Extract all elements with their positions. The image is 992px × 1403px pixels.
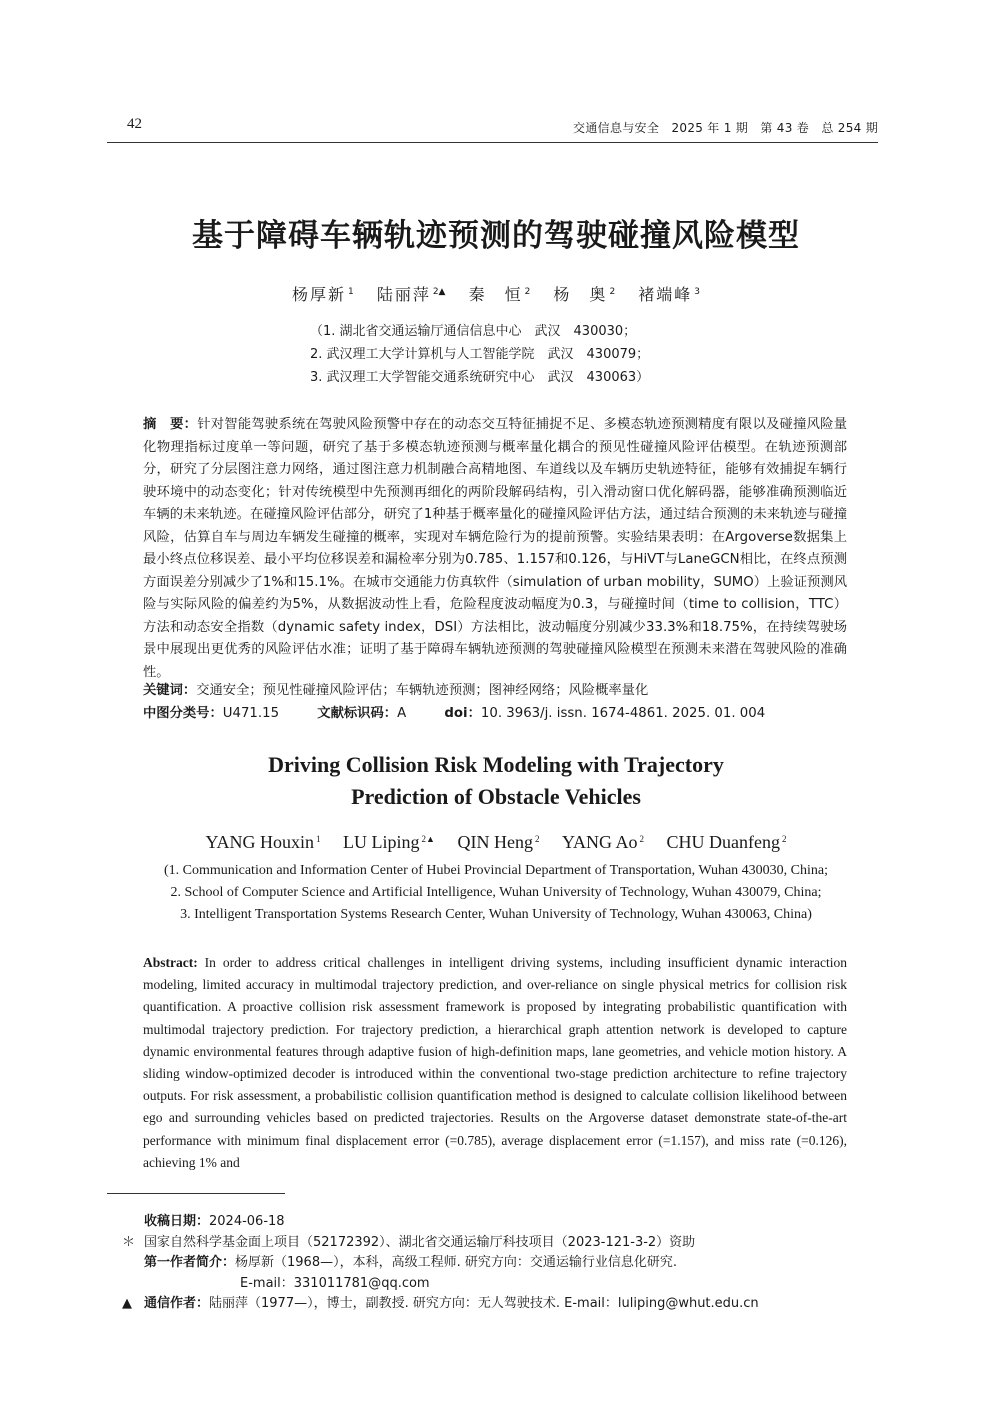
affiliation-cn-3: 3. 武汉理工大学智能交通系统研究中心 武汉 430063）	[310, 370, 650, 385]
author-cn-3: 秦 恒 $^2$	[468, 285, 531, 304]
author-en-4: YANG Ao $^2$	[561, 832, 644, 852]
running-head	[107, 114, 878, 143]
keywords-text: 交通安全；预见性碰撞风险评估；车辆轨迹预测；图神经网络；风险概率量化	[196, 683, 649, 698]
document-code: 文献标识码：A	[317, 706, 407, 721]
author-en-1: YANG Houxin $^1$	[205, 832, 321, 852]
author-en-3: QIN Heng $^2$	[457, 832, 540, 852]
author-en-5: CHU Duanfeng $^2$	[666, 832, 787, 852]
clc-number: 中图分类号：U471.15	[143, 706, 280, 721]
abstract-cn-text: 针对智能驾驶系统在驾驶风险预警中存在的动态交互特征捕捉不足、多模态轨迹预测精度有限以及碰撞风险量化物理指标过度单一等问题，研究了基于多模态轨迹预测与概率量化耦合的预见性碰撞风险评估模型。在轨迹预测部分，研究了分层图注意力网络，通过图注意力机制融合高精地图、车道线以及车辆历史轨迹特征，能够有效捕捉车辆行驶环境中的动态变化；针对传统模型中先预测再细化的两阶段解码结构，引入滑动窗口优化解码器，能够准确预测临近车辆的未来轨迹。在碰撞风险评估部分，研究了1种基于概率量化的碰撞风险评估方法，通过结合预测的未来轨迹与碰撞风险，估算自车与周边车辆发生碰撞的概率，实现对车辆危险行为的提前预警。实验结果表明：在Argoverse数据集上最小终点位移误差、最小平均位移误差和漏检率分别为0.785、1.157和0.126，与HiVT与LaneGCN相比，在终点预测方面误差分别减少了1%和15.1%。在城市交通能力仿真软件（simulation of urban mobility，SUMO）上验证预测风险与实际风险的偏差约为5%，从数据波动性上看，危险程度波动幅度为0.3，与碰撞时间（time to collision，TTC）方法和动态安全指数（dynamic safety index，DSI）方法相比，波动幅度分别减少33.3%和18.75%，在持续驾驶场景中展现出更优秀的风险评估水准；证明了基于障碍车辆轨迹预测的驾驶碰撞风险模型在预测未来潜在驾驶风险的准确性。	[143, 417, 848, 680]
footnote-received: 收稿日期：2024-06-18	[144, 1214, 285, 1229]
title-english	[0, 749, 992, 813]
author-cn-2: 陆丽萍 $^{2▲}$	[376, 285, 446, 304]
title-en-line-1: Driving Collision Risk Modeling with Trajectory	[268, 752, 724, 777]
affiliation-cn-2: 2. 武汉理工大学计算机与人工智能学院 武汉 430079；	[310, 347, 650, 362]
author-cn-4: 杨 奥 $^2$	[553, 285, 616, 304]
title-chinese: 基于障碍车辆轨迹预测的驾驶碰撞风险模型	[192, 218, 800, 254]
footnote-divider	[107, 1193, 285, 1194]
abstract-en-text: In order to address critical challenges in intelligent driving systems, including insufficient dynamic interaction modeling, limited accuracy in multimodal trajectory prediction, and over-reliance on single physical metrics for collision risk quantification. A proactive collision risk assessment framework is proposed by integrating probabilistic quantification with multimodal trajectory prediction. For trajectory prediction, a hierarchical graph attention network is developed to capture dynamic environmental features through adaptive fusion of high-definition maps, lane geometries, and vehicle motion history. A sliding window-optimized decoder is introduced within the conventional two-stage prediction architecture to refine trajectory outputs. For risk assessment, a probabilistic collision quantification method is designed to calculate collision likelihood between ego and surrounding vehicles based on predicted trajectories. Results on the Argoverse dataset demonstrate state-of-the-art performance with minimum final displacement error (=0.785), average displacement error (=1.157), and miss rate (=0.126), achieving 1% and	[143, 955, 847, 1170]
affiliation-cn-1: （1. 湖北省交通运输厅通信信息中心 武汉 430030；	[310, 324, 637, 339]
footnote-corresponding-author: ▲ 通信作者：陆丽萍（1977—），博士，副教授. 研究方向：无人驾驶技术. E-mail：luliping@whut.edu.cn	[122, 1294, 842, 1315]
keywords-label: 关键词：	[143, 683, 197, 698]
footnote-funding: ＊ 国家自然科学基金面上项目（52172392）、湖北省交通运输厅科技项目（2023-121-3-2）资助	[122, 1233, 842, 1254]
abstract-cn-label: 摘 要：	[143, 417, 198, 432]
footnote-first-author: 第一作者简介：杨厚新（1968—），本科，高级工程师. 研究方向：交通运输行业信息化研究.	[144, 1255, 677, 1270]
author-en-2: LU Liping $^{2▲}$	[343, 832, 435, 852]
footnote-first-author-email: E-mail：331011781@qq.com	[240, 1275, 430, 1291]
title-en-line-2: Prediction of Obstacle Vehicles	[351, 784, 641, 809]
author-cn-5: 褚端峰 $^3$	[638, 285, 701, 304]
authors-english	[0, 832, 992, 853]
affiliation-en-1: (1. Communication and Information Center of Hubei Provincial Department of Transportation, Wuhan 430030, China;	[163, 863, 829, 878]
classification-line	[143, 703, 847, 725]
triangle-mark: ▲	[122, 1296, 132, 1311]
abstract-english	[143, 952, 847, 1174]
affiliations-english	[0, 860, 992, 926]
asterisk-mark: ＊	[122, 1234, 136, 1250]
page-number: 42	[127, 116, 142, 132]
author-cn-1: 杨厚新 $^1$	[291, 285, 354, 304]
footnotes	[122, 1212, 842, 1315]
affiliation-en-2: 2. School of Computer Science and Artificial Intelligence, Wuhan University of Technology, Wuhan 430079, China;	[170, 885, 822, 900]
affiliation-en-3: 3. Intelligent Transportation Systems Research Center, Wuhan University of Technology, Wuhan 430063, China)	[180, 907, 812, 922]
authors-chinese	[0, 282, 992, 305]
abstract-chinese	[143, 414, 847, 684]
journal-info: 交通信息与安全 2025 年 1 期 第 43 卷 总 254 期	[573, 121, 878, 135]
affiliations-chinese	[310, 320, 649, 389]
doi: doi：10. 3963/j. issn. 1674-4861. 2025. 01. 004	[444, 706, 766, 721]
abstract-en-label: Abstract:	[143, 955, 198, 970]
keywords-chinese	[143, 680, 847, 702]
